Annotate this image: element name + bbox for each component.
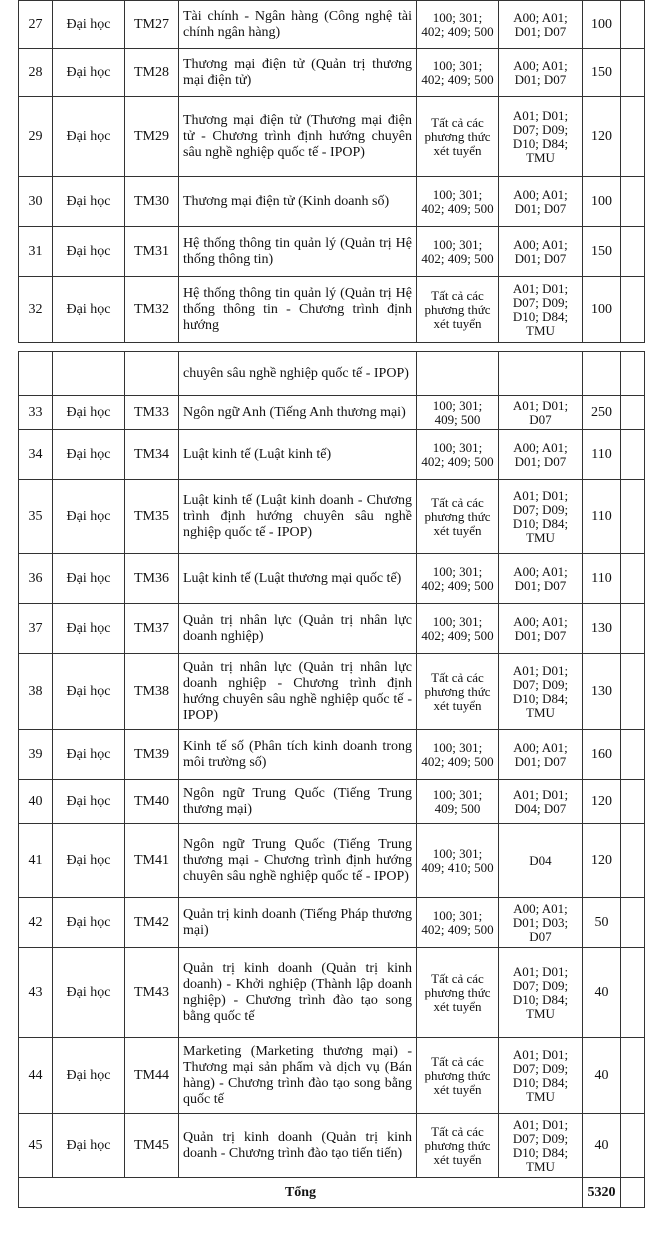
row-methods: Tất cả các phương thức xét tuyển (417, 1038, 499, 1114)
row-combos: A00; A01; D01; D07 (499, 604, 583, 654)
row-level: Đại học (53, 430, 125, 480)
row-note (621, 604, 645, 654)
table-row (19, 277, 645, 343)
total-section (19, 1178, 645, 1208)
row-number: 34 (19, 430, 53, 480)
row-program: Thương mại điện tử (Thương mại điện tử - Chương trình định hướng chuyên sâu nghề nghiệp quốc tế - IPOP) (179, 97, 417, 177)
row-quota: 130 (583, 654, 621, 730)
row-program: Hệ thống thông tin quản lý (Quản trị Hệ thống thông tin - Chương trình định hướng (179, 277, 417, 343)
row-level: Đại học (53, 1114, 125, 1178)
row-number: 41 (19, 824, 53, 898)
row-program: Quản trị kinh doanh (Tiếng Pháp thương mại) (179, 898, 417, 948)
row-note (621, 480, 645, 554)
row-level: Đại học (53, 227, 125, 277)
row-combos: A00; A01; D01; D07 (499, 730, 583, 780)
row-level: Đại học (53, 824, 125, 898)
row-combos: A00; A01; D01; D07 (499, 554, 583, 604)
row-methods: 100; 301; 409; 410; 500 (417, 824, 499, 898)
row-level: Đại học (53, 1038, 125, 1114)
row-quota: 120 (583, 97, 621, 177)
row-note (621, 49, 645, 97)
continuation-row (19, 352, 645, 396)
table-body-part-2 (19, 396, 645, 1178)
page-break (19, 343, 645, 396)
row-code: TM32 (125, 277, 179, 343)
row-methods: 100; 301; 402; 409; 500 (417, 227, 499, 277)
row-note (621, 780, 645, 824)
row-quota: 110 (583, 554, 621, 604)
row-methods: Tất cả các phương thức xét tuyển (417, 97, 499, 177)
row-program: Thương mại điện tử (Quản trị thương mại điện tử) (179, 49, 417, 97)
row-level: Đại học (53, 49, 125, 97)
row-quota: 110 (583, 480, 621, 554)
row-code: TM45 (125, 1114, 179, 1178)
row-level: Đại học (53, 97, 125, 177)
row-number: 42 (19, 898, 53, 948)
row-code: TM29 (125, 97, 179, 177)
row-quota: 100 (583, 1, 621, 49)
row-methods: 100; 301; 402; 409; 500 (417, 730, 499, 780)
table-row (19, 1114, 645, 1178)
row-quota: 130 (583, 604, 621, 654)
row-number: 35 (19, 480, 53, 554)
row-quota: 120 (583, 824, 621, 898)
row-combos: A00; A01; D01; D07 (499, 430, 583, 480)
row-methods: 100; 301; 402; 409; 500 (417, 49, 499, 97)
row-quota: 250 (583, 396, 621, 430)
row-program: Thương mại điện tử (Kinh doanh số) (179, 177, 417, 227)
row-quota: 150 (583, 49, 621, 97)
table-row (19, 177, 645, 227)
row-number: 32 (19, 277, 53, 343)
row-quota: 100 (583, 277, 621, 343)
row-combos: A01; D01; D07; D09; D10; D84; TMU (499, 1114, 583, 1178)
row-combos: A00; A01; D01; D03; D07 (499, 898, 583, 948)
row-methods: 100; 301; 409; 500 (417, 780, 499, 824)
row-code: TM28 (125, 49, 179, 97)
row-number: 30 (19, 177, 53, 227)
row-methods: Tất cả các phương thức xét tuyển (417, 948, 499, 1038)
row-level: Đại học (53, 604, 125, 654)
row-level: Đại học (53, 730, 125, 780)
table-row (19, 227, 645, 277)
table-row (19, 49, 645, 97)
row-code: TM34 (125, 430, 179, 480)
row-note (621, 396, 645, 430)
row-level: Đại học (53, 898, 125, 948)
total-row (19, 1178, 645, 1208)
row-level: Đại học (53, 177, 125, 227)
row-number: 45 (19, 1114, 53, 1178)
row-code: TM27 (125, 1, 179, 49)
row-code: TM38 (125, 654, 179, 730)
row-number: 31 (19, 227, 53, 277)
row-program: Ngôn ngữ Anh (Tiếng Anh thương mại) (179, 396, 417, 430)
row-level: Đại học (53, 948, 125, 1038)
row-note (621, 97, 645, 177)
row-methods: 100; 301; 402; 409; 500 (417, 1, 499, 49)
row-methods: Tất cả các phương thức xét tuyển (417, 1114, 499, 1178)
row-code: TM41 (125, 824, 179, 898)
row-code: TM35 (125, 480, 179, 554)
row-methods: 100; 301; 402; 409; 500 (417, 898, 499, 948)
row-program: Tài chính - Ngân hàng (Công nghệ tài chính ngân hàng) (179, 1, 417, 49)
row-note (621, 277, 645, 343)
row-program: Luật kinh tế (Luật kinh tế) (179, 430, 417, 480)
row-level: Đại học (53, 277, 125, 343)
row-code: TM30 (125, 177, 179, 227)
row-note (621, 824, 645, 898)
row-number: 37 (19, 604, 53, 654)
row-note (621, 1, 645, 49)
table-row (19, 898, 645, 948)
row-combos: A00; A01; D01; D07 (499, 49, 583, 97)
table-row (19, 730, 645, 780)
row-code: TM39 (125, 730, 179, 780)
row-program: Luật kinh tế (Luật thương mại quốc tế) (179, 554, 417, 604)
row-program: Marketing (Marketing thương mại) - Thương mại sản phẩm và dịch vụ (Bán hàng) - Chương trình đào tạo song bằng quốc tế (179, 1038, 417, 1114)
row-combos: A01; D01; D07 (499, 396, 583, 430)
row-note (621, 554, 645, 604)
row-number: 36 (19, 554, 53, 604)
table-row (19, 97, 645, 177)
row-quota: 100 (583, 177, 621, 227)
row-methods: Tất cả các phương thức xét tuyển (417, 654, 499, 730)
row-note (621, 898, 645, 948)
row-number: 29 (19, 97, 53, 177)
row-program: Quản trị nhân lực (Quản trị nhân lực doanh nghiệp) (179, 604, 417, 654)
row-level: Đại học (53, 554, 125, 604)
row-program: Ngôn ngữ Trung Quốc (Tiếng Trung thương mại) (179, 780, 417, 824)
table-row (19, 396, 645, 430)
row-number: 43 (19, 948, 53, 1038)
table-row (19, 824, 645, 898)
row-program: Ngôn ngữ Trung Quốc (Tiếng Trung thương mại - Chương trình định hướng chuyên sâu nghề nghiệp quốc tế - IPOP) (179, 824, 417, 898)
row-quota: 110 (583, 430, 621, 480)
row-number: 33 (19, 396, 53, 430)
continuation-text: chuyên sâu nghề nghiệp quốc tế - IPOP) (179, 352, 417, 396)
row-quota: 40 (583, 1114, 621, 1178)
row-combos: A01; D01; D07; D09; D10; D84; TMU (499, 948, 583, 1038)
total-label: Tổng (19, 1178, 583, 1208)
row-level: Đại học (53, 654, 125, 730)
row-code: TM44 (125, 1038, 179, 1114)
row-quota: 150 (583, 227, 621, 277)
row-methods: Tất cả các phương thức xét tuyển (417, 277, 499, 343)
row-combos: A01; D01; D04; D07 (499, 780, 583, 824)
table-body-part-1 (19, 1, 645, 343)
table-row (19, 780, 645, 824)
row-combos: A01; D01; D07; D09; D10; D84; TMU (499, 277, 583, 343)
row-methods: Tất cả các phương thức xét tuyển (417, 480, 499, 554)
row-program: Quản trị nhân lực (Quản trị nhân lực doanh nghiệp - Chương trình định hướng chuyên sâu nghề nghiệp quốc tế - IPOP) (179, 654, 417, 730)
row-quota: 40 (583, 948, 621, 1038)
row-note (621, 227, 645, 277)
row-code: TM40 (125, 780, 179, 824)
row-number: 40 (19, 780, 53, 824)
row-note (621, 1114, 645, 1178)
row-code: TM43 (125, 948, 179, 1038)
row-level: Đại học (53, 780, 125, 824)
table-row (19, 604, 645, 654)
row-quota: 40 (583, 1038, 621, 1114)
row-level: Đại học (53, 1, 125, 49)
row-quota: 50 (583, 898, 621, 948)
row-combos: A01; D01; D07; D09; D10; D84; TMU (499, 654, 583, 730)
row-program: Hệ thống thông tin quản lý (Quản trị Hệ thống thông tin) (179, 227, 417, 277)
row-program: Kinh tế số (Phân tích kinh doanh trong môi trường số) (179, 730, 417, 780)
row-methods: 100; 301; 402; 409; 500 (417, 604, 499, 654)
table-row (19, 948, 645, 1038)
row-code: TM36 (125, 554, 179, 604)
row-combos: A00; A01; D01; D07 (499, 177, 583, 227)
row-program: Luật kinh tế (Luật kinh doanh - Chương trình định hướng chuyên sâu nghề nghiệp quốc tế - IPOP) (179, 480, 417, 554)
total-value: 5320 (583, 1178, 621, 1208)
row-number: 44 (19, 1038, 53, 1114)
row-code: TM33 (125, 396, 179, 430)
admissions-table (18, 0, 645, 1208)
row-combos: A00; A01; D01; D07 (499, 1, 583, 49)
row-level: Đại học (53, 396, 125, 430)
row-combos: D04 (499, 824, 583, 898)
row-number: 39 (19, 730, 53, 780)
row-number: 28 (19, 49, 53, 97)
row-combos: A01; D01; D07; D09; D10; D84; TMU (499, 480, 583, 554)
row-quota: 160 (583, 730, 621, 780)
table-row (19, 480, 645, 554)
row-number: 38 (19, 654, 53, 730)
table-row (19, 654, 645, 730)
row-code: TM42 (125, 898, 179, 948)
row-note (621, 1038, 645, 1114)
row-note (621, 430, 645, 480)
table-row (19, 1, 645, 49)
row-methods: 100; 301; 409; 500 (417, 396, 499, 430)
row-note (621, 948, 645, 1038)
row-methods: 100; 301; 402; 409; 500 (417, 430, 499, 480)
table-row (19, 430, 645, 480)
row-quota: 120 (583, 780, 621, 824)
row-combos: A00; A01; D01; D07 (499, 227, 583, 277)
row-combos: A01; D01; D07; D09; D10; D84; TMU (499, 1038, 583, 1114)
row-number: 27 (19, 1, 53, 49)
row-note (621, 177, 645, 227)
row-program: Quản trị kinh doanh (Quản trị kinh doanh - Chương trình đào tạo tiến tiến) (179, 1114, 417, 1178)
row-program: Quản trị kinh doanh (Quản trị kinh doanh) - Khởi nghiệp (Thành lập doanh nghiệp) - Chương trình đào tạo song bằng quốc tế (179, 948, 417, 1038)
row-level: Đại học (53, 480, 125, 554)
row-methods: 100; 301; 402; 409; 500 (417, 554, 499, 604)
table-row (19, 1038, 645, 1114)
row-code: TM31 (125, 227, 179, 277)
row-methods: 100; 301; 402; 409; 500 (417, 177, 499, 227)
table-row (19, 554, 645, 604)
row-code: TM37 (125, 604, 179, 654)
row-combos: A01; D01; D07; D09; D10; D84; TMU (499, 97, 583, 177)
row-note (621, 730, 645, 780)
row-note (621, 654, 645, 730)
